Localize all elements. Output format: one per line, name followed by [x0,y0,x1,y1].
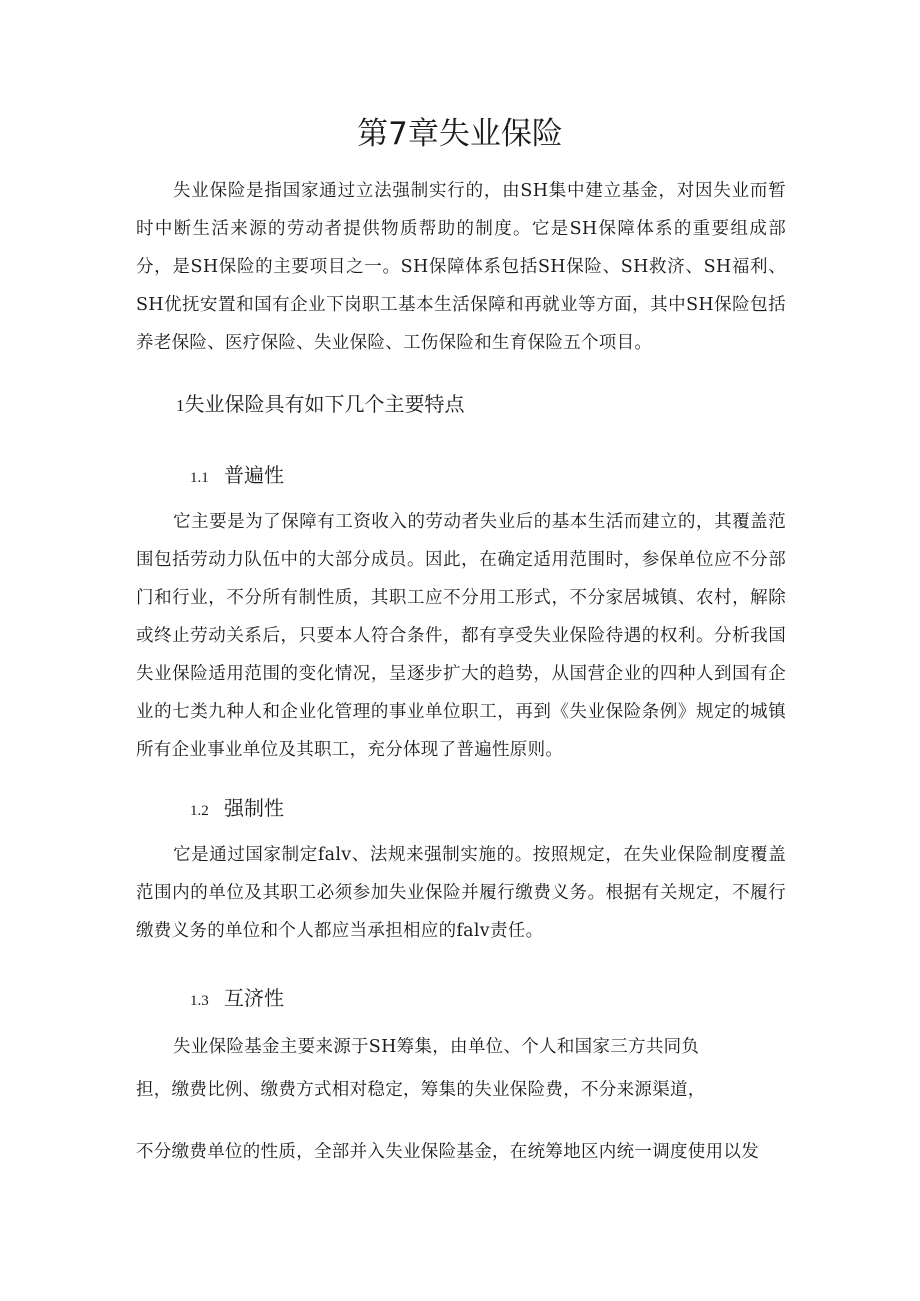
mutual-aid-line-1: 失业保险基金主要来源于SH筹集，由单位、个人和国家三方共同负 [173,1037,700,1057]
mutual-aid-line-2: 担，缴费比例、缴费方式相对稳定，筹集的失业保险费，不分来源渠道， [136,1080,706,1100]
section-number: 1 [176,396,185,415]
subsection-title: 互济性 [224,986,284,1010]
section-title: 失业保险具有如下几个主要特点 [184,392,465,416]
subsection-number: 1.1 [190,470,209,486]
section-heading [176,388,465,422]
subsection-heading-1-2 [190,792,284,827]
universality-paragraph: 它主要是为了保障有工资收入的劳动者失业后的基本生活而建立的，其覆盖范围包括劳动力队伍中的大部分成员。因此，在确定适用范围时，参保单位应不分部门和行业，不分所有制性质，其职工应不分用工形式，不分家居城镇、农村，解除或终止劳动关系后，只要本人符合条件，都有享受失业保险待遇的权利。分析我国失业保险适用范围的变化情况，呈逐步扩大的趋势，从国营企业的四种人到国有企业的七类九种人和企业化管理的事业单位职工，再到《失业保险条例》规定的城镇所有企业事业单位及其职工，充分体现了普遍性原则。 [136,512,786,760]
subsection-heading-1-3 [190,982,284,1017]
subsection-title: 强制性 [224,796,284,820]
compulsory-paragraph: 它是通过国家制定falv、法规来强制实施的。按照规定，在失业保险制度覆盖范围内的单位及其职工必须参加失业保险并履行缴费义务。根据有关规定，不履行缴费义务的单位和个人都应当承担相应的falv责任。 [136,845,786,941]
subsection-title: 普遍性 [224,463,284,487]
subsection-number: 1.2 [190,803,209,819]
intro-paragraph: 失业保险是指国家通过立法强制实行的，由SH集中建立基金，对因失业而暂时中断生活来源的劳动者提供物质帮助的制度。它是SH保障体系的重要组成部分，是SH保险的主要项目之一。SH保障体系包括SH保险、SH救济、SH福利、SH优抚安置和国有企业下岗职工基本生活保障和再就业等方面，其中SH保险包括养老保险、医疗保险、失业保险、工伤保险和生育保险五个项目。 [136,181,786,353]
chapter-title: 第7章失业保险 [357,116,563,152]
subsection-heading-1-1 [190,459,284,494]
subsection-number: 1.3 [190,993,209,1009]
mutual-aid-line-3: 不分缴费单位的性质，全部并入失业保险基金，在统筹地区内统一调度使用以发 [136,1142,759,1162]
